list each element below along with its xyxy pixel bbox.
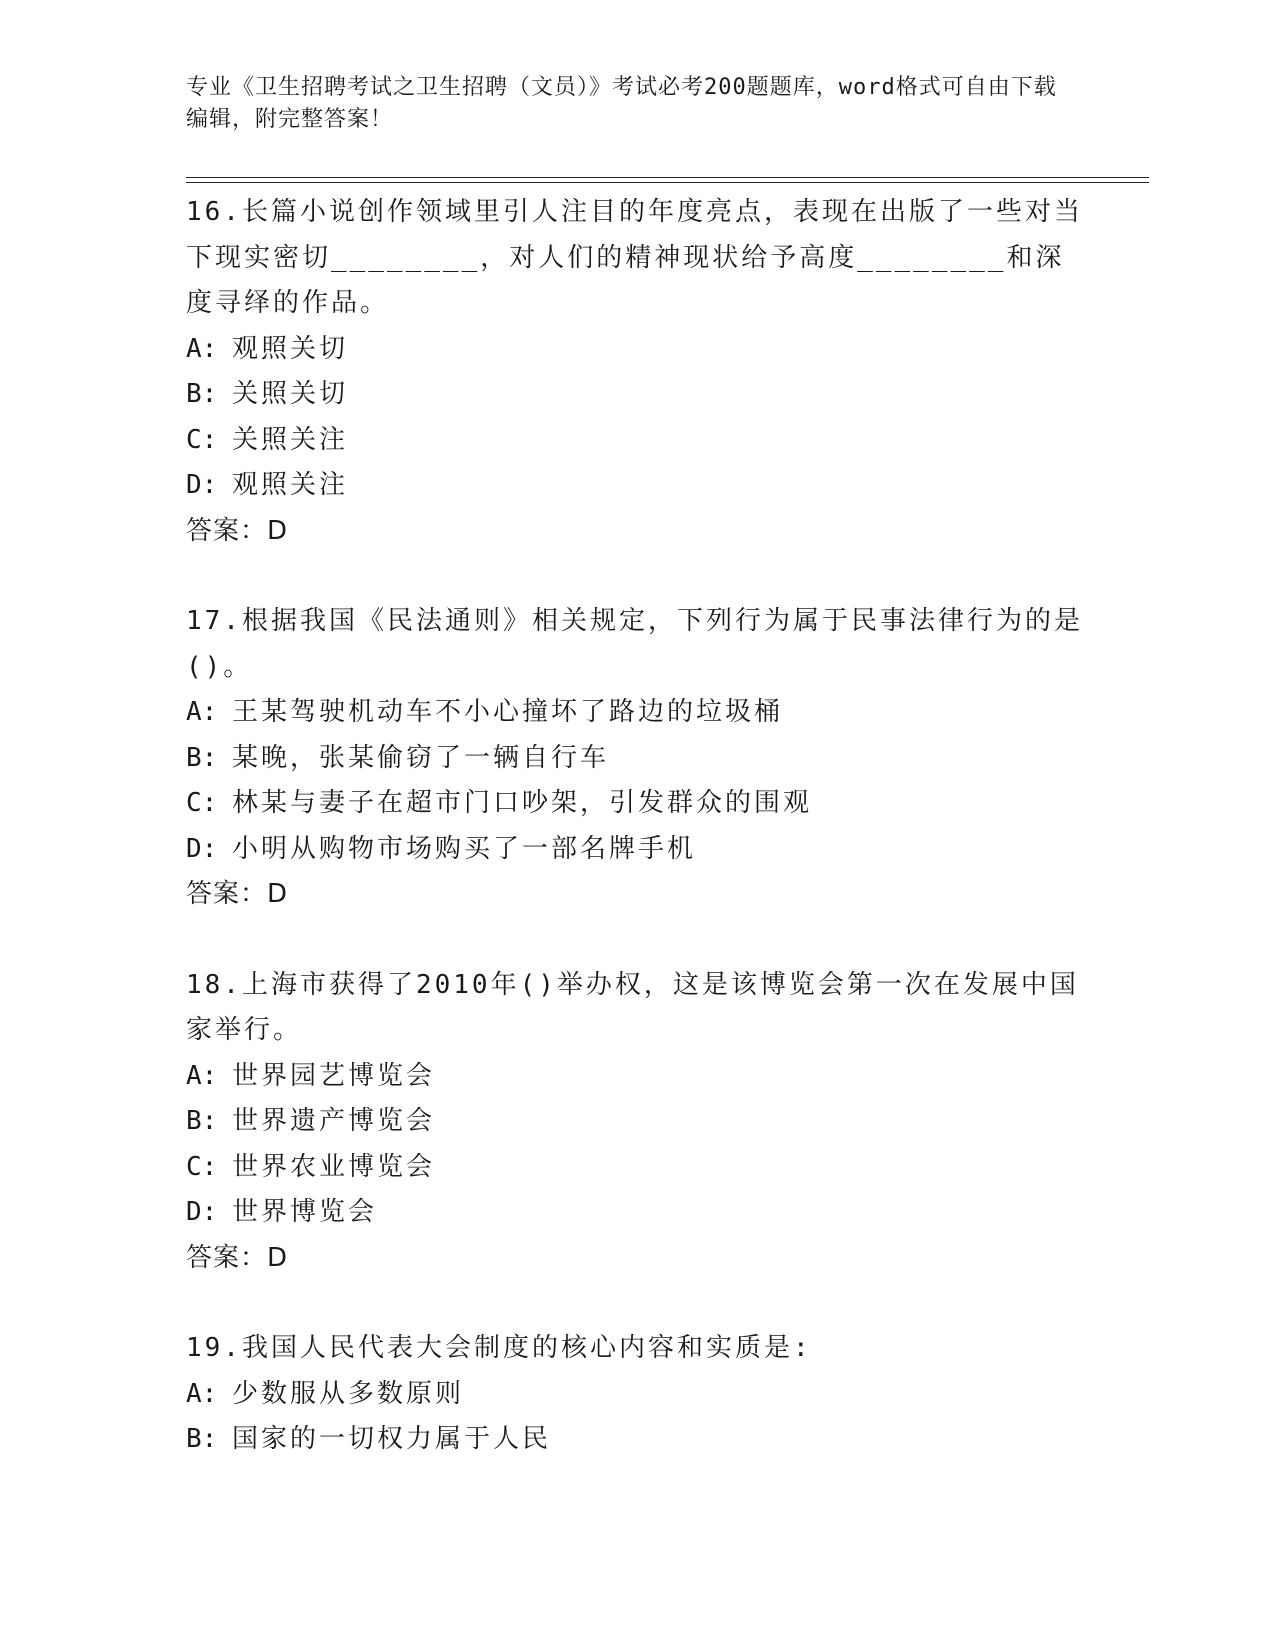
option-b <box>186 736 1086 782</box>
question-stem: 16.长篇小说创作领域里引人注目的年度亮点，表现在出版了一些对当下现实密切________，对人们的精神现状给予高度________和深度寻绎的作品。 <box>186 197 1083 318</box>
header-divider-bottom <box>186 182 1149 183</box>
option-b <box>186 1417 1086 1463</box>
option-letter: B: <box>186 379 218 409</box>
option-a <box>186 327 1086 373</box>
question-18 <box>186 963 1086 1282</box>
answer-label: 答案： <box>186 1242 268 1273</box>
option-a <box>186 1372 1086 1418</box>
option-c <box>186 418 1086 464</box>
option-b <box>186 1099 1086 1145</box>
option-letter: A: <box>186 1378 218 1409</box>
option-letter: B: <box>186 742 218 773</box>
question-stem: 19.我国人民代表大会制度的核心内容和实质是: <box>186 1333 812 1363</box>
option-b <box>186 372 1086 418</box>
option-c <box>186 1145 1086 1191</box>
question-list <box>186 190 1086 1508</box>
option-d <box>186 827 1086 873</box>
option-text: 关照关注 <box>232 424 349 455</box>
answer-value: D <box>267 879 289 909</box>
option-letter: C: <box>186 788 218 818</box>
answer-value: D <box>267 1242 289 1273</box>
option-letter: D: <box>186 833 218 864</box>
option-letter: B: <box>186 1106 218 1136</box>
option-text: 小明从购物市场购买了一部名牌手机 <box>232 833 697 864</box>
option-d <box>186 463 1086 509</box>
option-a <box>186 690 1086 736</box>
option-text: 少数服从多数原则 <box>232 1378 465 1409</box>
option-d <box>186 1190 1086 1236</box>
option-letter: D: <box>186 1197 218 1227</box>
option-text: 某晚，张某偷窃了一辆自行车 <box>232 742 610 773</box>
option-letter: B: <box>186 1424 218 1454</box>
option-text: 世界博览会 <box>232 1197 378 1227</box>
option-letter: A: <box>186 697 218 727</box>
answer-line <box>186 509 1086 555</box>
option-text: 王某驾驶机动车不小心撞坏了路边的垃圾桶 <box>232 697 784 727</box>
answer-label: 答案： <box>186 879 268 909</box>
option-text: 观照关切 <box>232 333 349 364</box>
option-text: 世界遗产博览会 <box>232 1106 436 1136</box>
answer-line <box>186 1236 1086 1282</box>
option-a <box>186 1054 1086 1100</box>
option-letter: C: <box>186 1151 218 1182</box>
option-letter: C: <box>186 424 218 455</box>
header-divider-top <box>186 177 1149 178</box>
option-text: 关照关切 <box>232 379 349 409</box>
question-stem: 18.上海市获得了2010年()举办权，这是该博览会第一次在发展中国家举行。 <box>186 969 1079 1045</box>
option-text: 观照关注 <box>232 470 349 500</box>
option-letter: A: <box>186 1060 218 1091</box>
answer-label: 答案： <box>186 515 268 546</box>
option-text: 世界园艺博览会 <box>232 1060 436 1091</box>
option-c <box>186 781 1086 827</box>
answer-line <box>186 872 1086 918</box>
answer-value: D <box>267 515 289 546</box>
option-text: 林某与妻子在超市门口吵架，引发群众的围观 <box>232 788 813 818</box>
option-text: 国家的一切权力属于人民 <box>232 1424 552 1454</box>
option-text: 世界农业博览会 <box>232 1151 436 1182</box>
question-19 <box>186 1326 1086 1463</box>
document-header: 专业《卫生招聘考试之卫生招聘（文员）》考试必考200题题库，word格式可自由下载编辑，附完整答案！ <box>186 75 1057 132</box>
option-letter: A: <box>186 333 218 364</box>
question-17 <box>186 599 1086 918</box>
question-stem: 17.根据我国《民法通则》相关规定，下列行为属于民事法律行为的是()。 <box>186 606 1083 682</box>
option-letter: D: <box>186 470 218 500</box>
question-16 <box>186 190 1086 554</box>
